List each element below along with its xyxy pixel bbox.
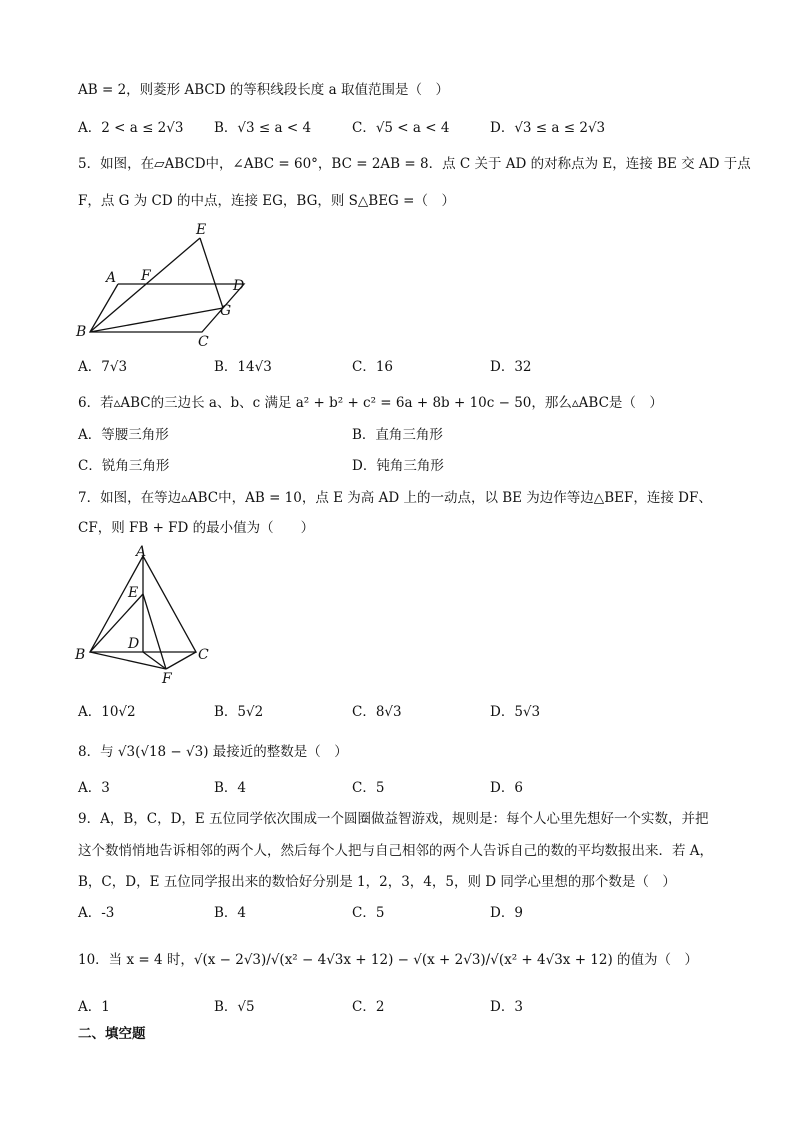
label-d: D (128, 636, 140, 652)
q7-text-line2: CF，则 FB + FD 的最小值为（ ） (78, 520, 315, 536)
q5-option-b: B．14√3 (214, 359, 272, 375)
q7-option-c: C．8√3 (352, 704, 402, 720)
q8-option-d: D．6 (490, 780, 523, 796)
label-b: B (76, 324, 87, 340)
label-c: C (198, 647, 209, 663)
label-f: F (141, 268, 151, 284)
label-g: G (220, 303, 232, 319)
q6-option-d: D．钝角三角形 (352, 458, 444, 474)
q8-text: 8．与 √3(√18 − √3) 最接近的整数是（ ） (78, 744, 348, 760)
label-e: E (196, 222, 207, 238)
q6-option-a: A．等腰三角形 (78, 427, 169, 443)
q9-option-d: D．9 (490, 905, 523, 921)
label-a: A (136, 544, 147, 560)
q7-text-line1: 7．如图，在等边▵ABC中，AB = 10，点 E 为高 AD 上的一动点，以 BE 为边作等边△BEF，连接 DF、 (78, 490, 712, 506)
q5-option-d: D．32 (490, 359, 532, 375)
q7-figure (70, 542, 220, 687)
q10-text: 10．当 x = 4 时，√(x − 2√3)/√(x² − 4√3x + 12) − √(x + 2√3)/√(x² + 4√3x + 12) 的值为（ ） (78, 952, 699, 968)
label-a: A (106, 270, 117, 286)
q8-option-b: B．4 (214, 780, 247, 796)
q4-option-b: B．√3 ≤ a < 4 (214, 120, 312, 136)
q10-option-b: B．√5 (214, 999, 255, 1015)
q4-option-d: D．√3 ≤ a ≤ 2√3 (490, 120, 606, 136)
q7-option-a: A．10√2 (78, 704, 136, 720)
q4-option-a: A．2 < a ≤ 2√3 (78, 120, 184, 136)
q6-option-b: B．直角三角形 (352, 427, 443, 443)
q10-option-a: A．1 (78, 999, 110, 1015)
label-f: F (162, 671, 172, 687)
label-c: C (198, 334, 209, 350)
q6-text: 6．若▵ABC的三边长 a、b、c 满足 a² + b² + c² = 6a + 8b + 10c − 50，那么▵ABC是（ ） (78, 395, 663, 411)
q5-option-a: A．7√3 (78, 359, 128, 375)
label-d: D (233, 278, 245, 294)
q10-option-d: D．3 (490, 999, 523, 1015)
q6-option-c: C．锐角三角形 (78, 458, 170, 474)
q9-text-line2: 这个数悄悄地告诉相邻的两个人，然后每个人把与自己相邻的两个人告诉自己的数的平均数报出来．若 A， (78, 843, 714, 859)
segment-bg (90, 308, 223, 332)
segment-eg (200, 238, 223, 308)
q9-option-c: C．5 (352, 905, 385, 921)
segment-ef (143, 594, 166, 669)
q9-option-b: B．4 (214, 905, 247, 921)
label-e: E (128, 585, 139, 601)
q5-text-line2: F，点 G 为 CD 的中点，连接 EG，BG，则 S△BEG =（ ） (78, 193, 455, 209)
q8-option-a: A．3 (78, 780, 110, 796)
q8-option-c: C．5 (352, 780, 385, 796)
section-heading-fill-in: 二、填空题 (78, 1026, 146, 1042)
label-b: B (75, 647, 86, 663)
q5-figure (70, 218, 260, 350)
q4-text: AB = 2，则菱形 ABCD 的等积线段长度 a 取值范围是（ ） (78, 82, 449, 98)
q10-option-c: C．2 (352, 999, 385, 1015)
q7-option-d: D．5√3 (490, 704, 541, 720)
q7-option-b: B．5√2 (214, 704, 264, 720)
q5-text-line1: 5．如图，在▱ABCD中，∠ABC = 60°，BC = 2AB = 8．点 C 关于 AD 的对称点为 E，连接 BE 交 AD 于点 (78, 156, 751, 172)
q9-text-line1: 9．A，B，C，D，E 五位同学依次围成一个圆圈做益智游戏，规则是：每个人心里先想好一个实数，并把 (78, 811, 709, 827)
q4-option-c: C．√5 < a < 4 (352, 120, 450, 136)
q9-option-a: A．-3 (78, 905, 115, 921)
q5-option-c: C．16 (352, 359, 394, 375)
q9-text-line3: B，C，D，E 五位同学报出来的数恰好分别是 1，2，3，4，5，则 D 同学心里想的那个数是（ ） (78, 874, 676, 890)
segment-cf (166, 652, 196, 669)
